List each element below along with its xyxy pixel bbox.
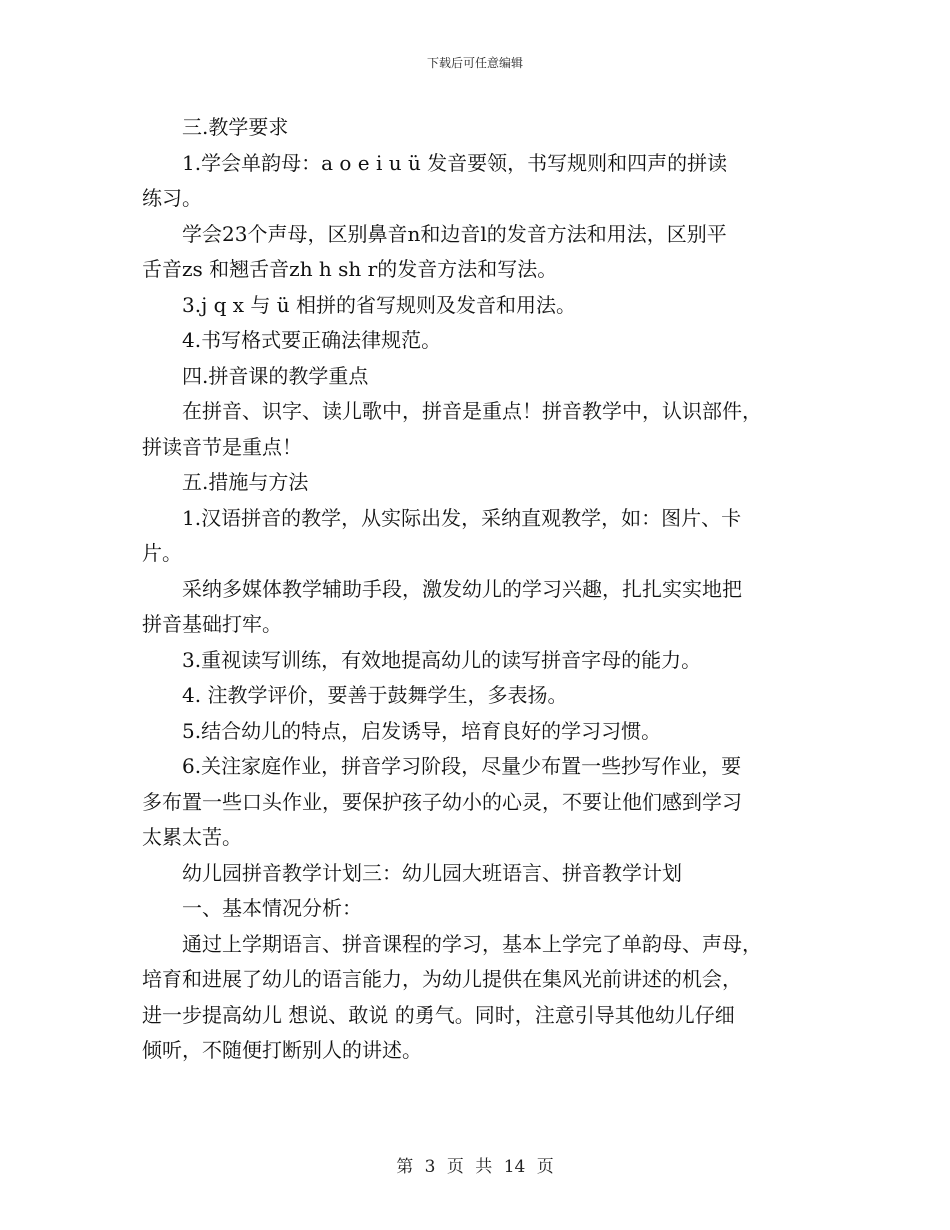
text-line: 3.j q x 与 ü 相拼的省写规则及发音和用法。 bbox=[142, 292, 577, 317]
page-number-footer: 第 3 页 共 14 页 bbox=[396, 1157, 554, 1177]
text-line: 练习。 bbox=[142, 186, 202, 210]
text-line: 多布置一些口头作业，要保护孩子幼小的心灵，不要让他们感到学习 bbox=[142, 789, 742, 814]
text-line: 一、基本情况分析： bbox=[142, 896, 362, 920]
text-line: 舌音zs 和翘舌音zh h sh r的发音方法和写法。 bbox=[142, 257, 558, 281]
text-line: 3.重视读写训练，有效地提高幼儿的读写拼音字母的能力。 bbox=[142, 647, 702, 672]
text-line: 5.结合幼儿的特点，启发诱导，培育良好的学习习惯。 bbox=[142, 718, 662, 743]
text-line: 1.学会单韵母：a o e i u ü 发音要领，书写规则和四声的拼读 bbox=[142, 150, 728, 175]
text-line: 片。 bbox=[142, 541, 182, 565]
text-line: 4. 注教学评价，要善于鼓舞学生，多表扬。 bbox=[142, 683, 568, 707]
text-line: 通过上学期语言、拼音课程的学习，基本上学完了单韵母、声母， bbox=[142, 931, 762, 956]
text-line: 拼音基础打牢。 bbox=[142, 612, 282, 636]
text-line: 五.措施与方法 bbox=[142, 470, 309, 494]
text-line: 6.关注家庭作业，拼音学习阶段，尽量少布置一些抄写作业，要 bbox=[142, 754, 742, 778]
text-line: 采纳多媒体教学辅助手段，激发幼儿的学习兴趣，扎扎实实地把 bbox=[142, 576, 742, 601]
text-line: 在拼音、识字、读儿歌中，拼音是重点！拼音教学中，认识部件， bbox=[142, 399, 762, 423]
text-line: 1.汉语拼音的教学，从实际出发，采纳直观教学，如：图片、卡 bbox=[142, 505, 742, 530]
text-line: 四.拼音课的教学重点 bbox=[142, 363, 369, 388]
text-line: 倾听，不随便打断别人的讲述。 bbox=[142, 1038, 422, 1062]
text-line: 进一步提高幼儿 想说、敢说 的勇气。同时，注意引导其他幼儿仔细 bbox=[142, 1002, 735, 1027]
document-body bbox=[142, 110, 810, 1069]
text-line: 4.书写格式要正确法律规范。 bbox=[142, 328, 442, 352]
text-line: 学会23个声母，区别鼻音n和边音l的发音方法和用法，区别平 bbox=[142, 221, 727, 246]
text-line: 培育和进展了幼儿的语言能力，为幼儿提供在集风光前讲述的机会， bbox=[142, 967, 742, 991]
page-header: 下载后可任意编辑 bbox=[426, 56, 523, 70]
text-line: 幼儿园拼音教学计划三：幼儿园大班语言、拼音教学计划 bbox=[142, 860, 682, 885]
text-line: 太累太苦。 bbox=[142, 825, 242, 849]
text-line: 三.教学要求 bbox=[142, 115, 289, 139]
text-line: 拼读音节是重点！ bbox=[142, 434, 302, 459]
